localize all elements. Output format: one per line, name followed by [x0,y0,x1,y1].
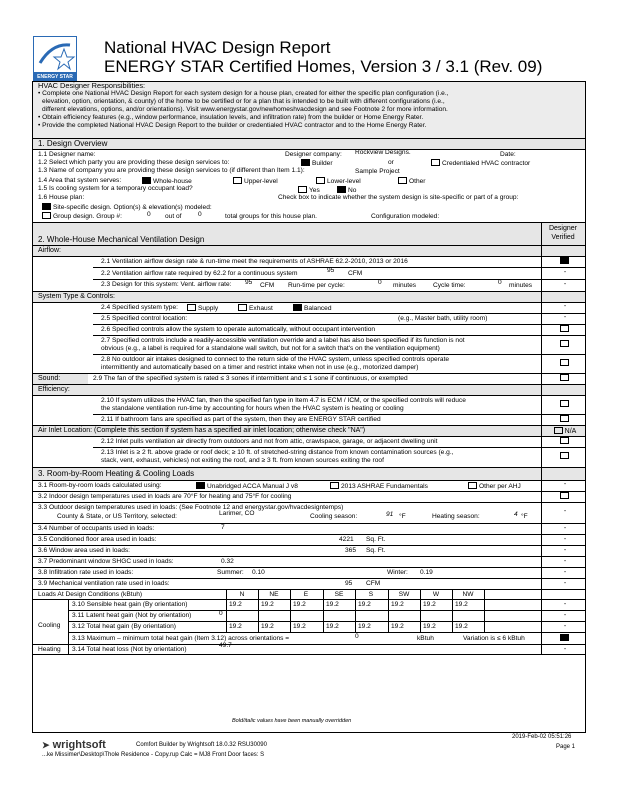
company-label: Designer company: [285,151,342,158]
winter-label: Winter: [387,569,408,576]
total-gain-nw: 19.2 [455,623,468,630]
checkbox-icon [398,177,407,184]
section3-title: 3. Room-by-Room Heating & Cooling Loads [33,468,585,480]
total-gain-se: 19.2 [326,623,339,630]
sensible-gain-ne: 19.2 [261,601,274,608]
checkbox-icon [42,212,51,219]
item-3-2: 3.2 Indoor design temperatures used in loads are 70°F for heating and 75°F for cooling [38,493,292,500]
runtime-unit: minutes [393,282,417,289]
item-2-2-unit: CFM [348,270,363,277]
checkbox-icon [560,374,569,381]
company-served-value: Sample Project [355,168,400,175]
sensible-gain-se: 19.2 [326,601,339,608]
item-1-6: 1.6 House plan: [38,194,85,201]
grid-divider [323,589,324,632]
sensible-gain-e: 19.2 [293,601,306,608]
verify-3-13[interactable] [545,634,585,642]
type-exhaust[interactable]: Exhaust [238,304,273,313]
verify-3-14: - [563,646,567,653]
window-area-value: 365 [345,547,357,554]
grid-divider [484,589,485,632]
cooling-label: Cooling [38,622,61,629]
item-1-3: 1.3 Name of company you are providing these design services to (if different than Item 1.1): [38,167,305,174]
item-2-7-line1: 2.7 Specified controls include a readily-accessible ventilation override and a label has also been specified if its function is not [101,337,465,344]
section2-header [33,223,585,245]
orientation-se: SE [334,591,344,598]
orientation-nw: NW [462,591,474,598]
loads-header: Loads At Design Conditions (kBtuh) [38,591,143,598]
item-2-12: 2.12 Inlet pulls ventilation air directly from outdoors and not from attic, crawlspace, garage, or adjacent dwelling unit [101,438,438,445]
resp-line: different elevations, options, and/or orientations). Visit www.energystar.gov/newhomeshvacdesign and see Footnote 2 for more information. [42,106,448,113]
checkbox-checked-icon [560,634,569,641]
verify-2-1[interactable] [545,257,585,265]
item-1-2: 1.2 Select which party you are providing these design services to: [38,159,230,166]
sensible-gain-sw: 19.2 [391,601,404,608]
item-2-11: 2.11 If bathroom fans are specified as part of the system, then they are ENERGY STAR certified [101,416,381,423]
total-gain-ne: 19.2 [261,623,274,630]
grid-divider [388,589,389,632]
item-3-6: 3.6 Window area used in loads: [38,547,131,554]
total-gain-w: 19.2 [423,623,436,630]
cycle-unit: minutes [509,282,533,289]
resp-line: • Complete one National HVAC Design Report for each system design for a house plan, created for either the specific plan configuration (i.e., [38,90,449,97]
type-balanced[interactable]: Balanced [293,304,332,313]
total-gain-s: 19.2 [358,623,371,630]
program-info: Comfort Builder by Wrightsoft 18.0.32 RSU30090 [136,742,267,748]
company-value: Rockview Designs. [355,149,411,156]
item-3-12: 3.12 Total heat gain (By orientation) [72,623,176,630]
area-lower[interactable]: Lower-level [316,177,361,186]
cooling-season-value: 91 [386,511,394,518]
shgc-value: 0.32 [221,558,234,565]
verify-2-12[interactable] [545,437,585,445]
out-of-label: out of [165,213,182,220]
resp-line: elevation, option, orientation, & county) of the home to be certified or for a plan that is intended to be built with different configurations (i.e., [42,98,445,105]
verify-3-9: - [563,580,567,587]
checkbox-checked-icon [301,159,310,166]
heating-label: Heating [38,646,61,653]
verify-3-4: - [563,525,567,532]
verify-3-7: - [563,558,567,565]
air-inlet-na[interactable]: N/A [545,427,585,435]
heat-loss-value: 49.7 [219,642,232,649]
temp-load-no[interactable]: No [337,186,356,195]
item-2-8-line2: intermittently and automatically based on a timer and restrict intake when not in use (e.g., motorized damper) [101,364,419,371]
heating-season-label: Heating season: [432,513,480,520]
hvac-option[interactable]: Credentialed HVAC contractor [431,159,530,168]
item-3-11: 3.11 Latent heat gain (Not by orientation) [72,612,192,619]
item-2-3: 2.3 Design for this system: Vent. airflow rate: [101,281,232,288]
orientation-sw: SW [398,591,410,598]
item-1-4: 1.4 Area that system serves: [38,177,122,184]
checkbox-icon [431,159,440,166]
floor-area-value: 4221 [339,536,354,543]
resp-line: • Provide the completed National HVAC Design Report to the builder or credentialed HVAC contractor and to the Home Energy Rater. [38,122,427,129]
verify-3-12: - [563,623,567,630]
type-supply[interactable]: Supply [187,304,218,313]
cycle-value: 0 [498,279,502,286]
verify-2-2: - [563,269,567,276]
method-manual-j[interactable]: Unabridged ACCA Manual J v8 [196,482,298,491]
builder-option[interactable]: Builder [301,159,333,168]
item-3-8: 3.8 Infiltration rate used in loads: [38,569,134,576]
county-value: Larimer, CO [219,510,255,517]
checkbox-icon [560,437,569,444]
sound-label: Sound: [33,374,88,384]
verify-2-4: - [563,303,567,310]
orientation-n: N [239,591,245,598]
total-gain-e: 19.2 [293,623,306,630]
vent-rate-value: 95 [345,580,353,587]
config-label: Configuration modeled: [371,213,440,220]
verify-3-8: - [563,569,567,576]
item-2-13-line1: 2.13 Inlet is ≥ 2 ft. above grade or roof deck; ≥ 10 ft. of stretched-string distance from known contamination sources (e.g., [101,449,454,456]
checkbox-icon [298,186,307,193]
item-3-10: 3.10 Sensible heat gain (By orientation) [72,601,188,608]
item-3-1: 3.1 Room-by-room loads calculated using: [38,482,162,489]
wrightsoft-logo: ➤ wrightsoft [42,739,106,751]
item-3-5: 3.5 Conditioned floor area used in loads: [38,536,157,543]
sensible-gain-s: 19.2 [358,601,371,608]
item-2-3-value: 95 [245,279,253,286]
cooling-season-label: Cooling season: [310,513,358,520]
item-2-8-line1: 2.8 No outdoor air intakes designed to connect to the return side of the HVAC system, unless specified controls operate [101,356,450,363]
checkbox-icon [560,340,569,347]
checkbox-icon [560,325,569,332]
item-2-10-line2: the standalone ventilation run-time by accounting for hours when the HVAC system is heating or cooling [101,405,404,412]
winter-value: 0.19 [420,569,433,576]
checkbox-icon [330,482,339,489]
verify-2-6[interactable] [545,325,585,333]
area-upper[interactable]: Upper-level [233,177,278,186]
item-3-9: 3.9 Mechanical ventilation rate used in loads: [38,580,170,587]
item-2-7-line2: obvious (e.g., a label is required for a standalone wall switch, but not for a switch that's on the ventilation equipment) [101,345,440,352]
variation-value: 0 [355,633,359,640]
resp-line: • Obtain efficiency features (e.g., window performance, insulation levels, and infiltration rate) from the builder or Home Energy Rater. [38,114,424,121]
runtime-value: 0 [378,279,382,286]
item-3-13: 3.13 Maximum – minimum total heat gain (Item 3.12) across orientations = [72,635,290,642]
summer-label: Summer: [217,569,244,576]
temp-load-yes[interactable]: Yes [298,186,320,195]
verify-3-2[interactable] [545,492,585,500]
checkbox-checked-icon [196,482,205,489]
timestamp: 2019-Feb-02 05:51:26 [512,734,572,740]
checkbox-checked-icon [42,203,51,210]
item-3-7: 3.7 Predominant window SHGC used in loads: [38,558,174,565]
date-label: Date: [500,151,516,158]
group-tail: total groups for this house plan. [225,213,318,220]
file-path: ...ke Missimer\Desktop\Thole Residence - Copy.rup Calc = MJ8 Front Door faces: S [42,752,265,758]
efficiency-label: Efficiency: [33,385,585,395]
item-2-5: 2.5 Specified control location: [101,315,188,322]
report-form [32,81,586,733]
verify-2-5: - [563,314,567,321]
checkbox-icon [560,415,569,422]
group-option[interactable]: Group design. Group #: [42,212,122,221]
override-note: Bold/italic values have been manually overridden [232,718,352,724]
energy-star-swoosh-icon [34,37,76,71]
section2-title: 2. Whole-House Mechanical Ventilation Design [38,235,205,244]
vent-rate-unit: CFM [366,580,381,587]
verify-2-9[interactable] [545,374,585,382]
verify-3-3: - [563,508,567,515]
grid-divider [226,589,227,632]
site-specific-option[interactable]: Site-specific design. Option(s) & elevation(s) modeled: [42,203,212,212]
responsibilities-block [33,82,585,138]
checkbox-checked-icon [337,186,346,193]
item-2-4: 2.4 Specified system type: [101,304,178,311]
checkbox-checked-icon [560,257,569,264]
group-total: 0 [198,211,202,218]
orientation-s: S [368,591,374,598]
section1-title: 1. Design Overview [33,139,585,149]
verify-3-10: - [563,601,567,608]
item-3-3: 3.3 Outdoor design temperatures used in loads: (See Footnote 12 and energystar.gov/hvacdesigntemps) [38,504,344,511]
verify-3-6: - [563,547,567,554]
summer-value: 0.10 [252,569,265,576]
verify-3-1: - [563,481,567,488]
wrightsoft-swoosh-icon: ➤ [42,740,50,750]
item-2-6: 2.6 Specified controls allow the system to operate automatically, without occupant intervention [101,326,376,333]
energy-star-logo [33,36,77,84]
report-title: National HVAC Design Report [104,38,331,57]
item-2-13-line2: stack, vent, exhaust, vehicles) not exiting the roof, and ≥ 3 ft. from known sources exiting the roof [101,457,384,464]
checkbox-icon [560,359,569,366]
verify-3-11: - [563,612,567,619]
floor-area-unit: Sq. Ft. [366,536,386,543]
window-area-unit: Sq. Ft. [366,547,386,554]
airflow-label: Airflow: [33,246,585,256]
designer-verified-label: Designer Verified [548,225,577,241]
item-1-5: 1.5 Is cooling system for a temporary occupant load? [38,185,193,192]
variation-unit: kBtuh [417,635,434,642]
heating-season-unit: °F [521,513,528,520]
item-2-2: 2.2 Ventilation airflow rate required by 62.2 for a continuous system [101,270,298,277]
sensible-gain-nw: 19.2 [455,601,468,608]
item-3-4: 3.4 Number of occupants used in loads: [38,525,155,532]
method-ashrae[interactable]: 2013 ASHRAE Fundamentals [330,482,428,491]
checkbox-icon [560,400,569,407]
orientation-ne: NE [269,591,279,598]
heating-season-value: 4 [514,511,518,518]
verify-2-8[interactable] [545,359,585,367]
orientation-w: W [432,591,440,598]
variation-note: Variation is ≤ 6 kBtuh [463,635,525,642]
item-1-1: 1.1 Designer name: [38,151,96,158]
grid-divider [420,589,421,632]
sensible-gain-w: 19.2 [423,601,436,608]
verify-2-11[interactable] [545,415,585,423]
control-location-hint: (e.g., Master bath, utility room) [398,315,488,322]
grid-divider [355,589,356,632]
total-gain-sw: 19.2 [391,623,404,630]
area-other[interactable]: Other [398,177,426,186]
county-label: County & State, or US Territory, selected: [57,513,177,520]
checkbox-checked-icon [142,177,151,184]
latent-gain-value: 0 [219,610,223,617]
checkbox-icon [554,427,563,434]
item-2-10-line1: 2.10 If system utilizes the HVAC fan, then the specified fan type in Item 4.7 is ECM / ICM, or the specified controls will reduce [101,397,466,404]
verify-2-3: - [563,281,567,288]
air-inlet-label: Air Inlet Location: (Complete this section if system has a specified air inlet location; otherwise check "NA") [33,426,585,436]
page-number: Page 1 [556,744,576,750]
area-whole-house[interactable]: Whole-house [142,177,192,186]
verify-2-13[interactable] [545,452,585,460]
checkbox-icon [187,304,196,311]
total-gain-n: 19.2 [229,623,242,630]
item-2-1: 2.1 Ventilation airflow design rate & run-time meet the requirements of ASHRAE 62.2-2010, 2013 or 2016 [101,258,408,265]
checkbox-icon [468,482,477,489]
checkbox-icon [560,452,569,459]
item-2-2-value: 95 [327,267,335,274]
cycle-label: Cycle time: [433,282,466,289]
item-2-9: 2.9 The fan of the specified system is rated ≤ 3 sones if intermittent and ≤ 1 sone if continuous, or exempted [93,375,408,382]
method-other[interactable]: Other per AHJ [468,482,521,491]
grid-divider [290,589,291,632]
item-2-3-unit: CFM [260,282,275,289]
verify-3-5: - [563,536,567,543]
orientation-e: E [303,591,309,598]
checkbox-icon [233,177,242,184]
report-subtitle: ENERGY STAR Certified Homes, Version 3 / 3.1 (Rev. 09) [104,57,543,76]
occupants-value: 7 [221,524,225,531]
runtime-label: Run-time per cycle: [288,282,345,289]
logo-text: ENERGY STAR [34,72,76,83]
checkbox-icon [560,492,569,499]
grid-divider [452,589,453,632]
checkbox-icon [316,177,325,184]
responsibilities-heading: HVAC Designer Responsibilities: [38,81,146,90]
verify-2-7[interactable] [545,340,585,348]
group-number: 0 [147,211,151,218]
checkbox-icon [238,304,247,311]
cooling-season-unit: °F [399,513,406,520]
plan-instruction: Check box to indicate whether the system design is site-specific or part of a group: [278,194,519,201]
verify-2-10[interactable] [545,400,585,408]
grid-divider [258,589,259,632]
checkbox-checked-icon [293,304,302,311]
item-3-14: 3.14 Total heat loss (Not by orientation) [72,646,187,653]
or-label: or [388,159,394,166]
sensible-gain-n: 19.2 [229,601,242,608]
system-type-label: System Type & Controls: [33,292,585,302]
